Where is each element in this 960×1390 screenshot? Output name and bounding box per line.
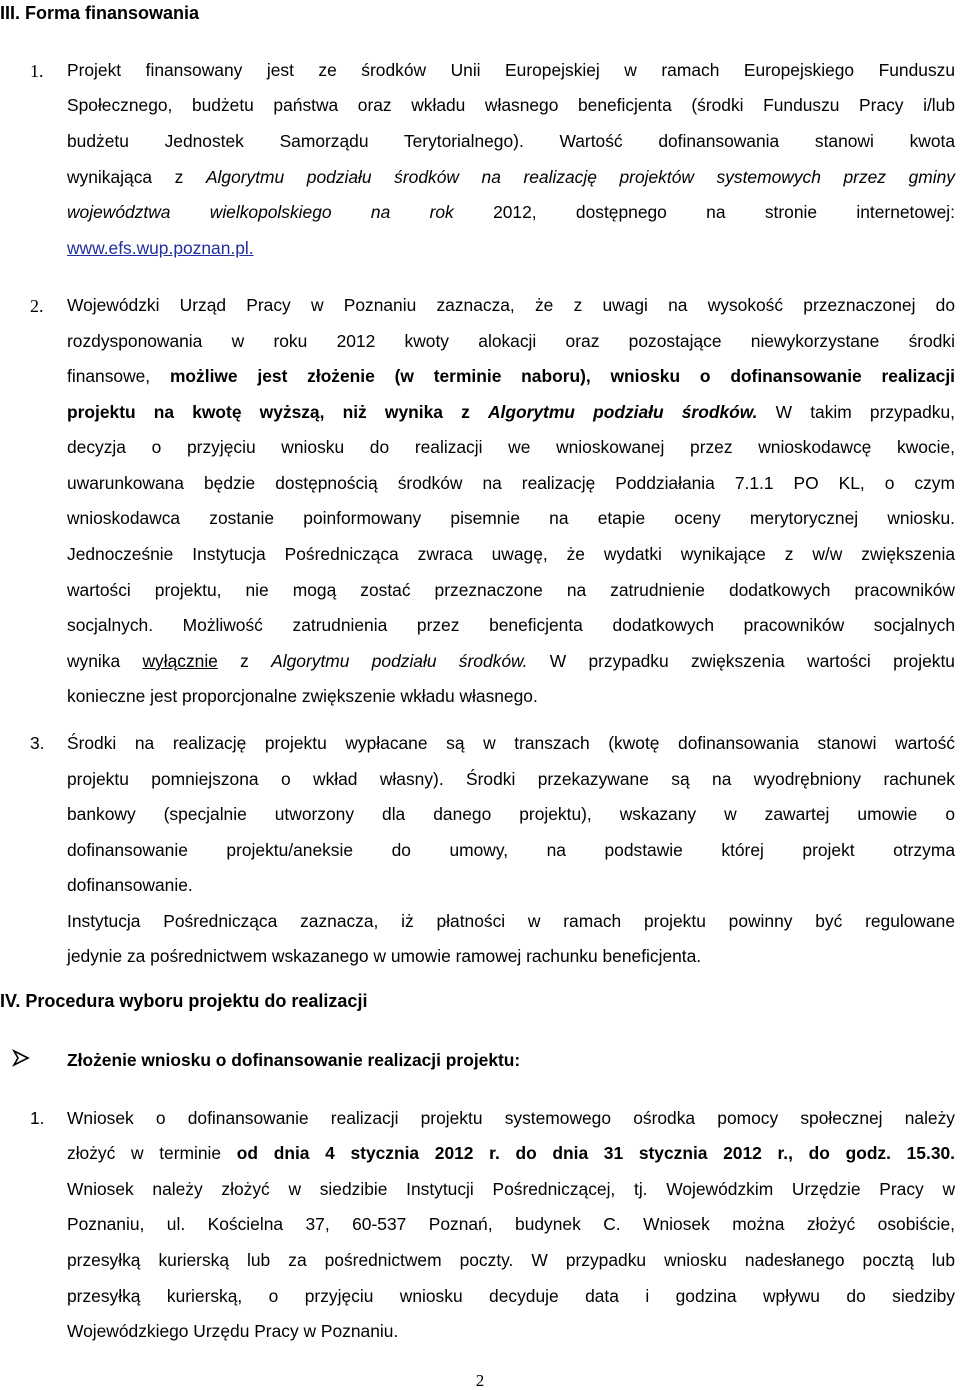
underlined-text: wyłącznie [142, 651, 218, 671]
paragraph-line: dofinansowanie projektu/aneksie do umowy, na podstawie której projekt otrzyma [67, 840, 955, 860]
paragraph-line: Poznaniu, ul. Kościelna 37, 60-537 Poznań, budynek C. Wniosek można złożyć osobiście, [67, 1214, 955, 1234]
text-segment: z [240, 651, 249, 671]
paragraph-line: Społecznego, budżetu państwa oraz wkładu własnego beneficjenta (środki Funduszu Pracy i/lub [67, 95, 955, 115]
paragraph-line [67, 365, 955, 387]
paragraph-line: socjalnych. Możliwość zatrudnienia przez beneficjenta dodatkowych pracowników socjalnych [67, 615, 955, 635]
text-segment: W takim przypadku, [775, 402, 955, 422]
text-segment: złożyć w terminie [67, 1143, 222, 1163]
paragraph-line: Instytucja Pośrednicząca zaznacza, iż płatności w ramach projektu powinny być regulowane [67, 911, 955, 931]
paragraph-line [67, 650, 955, 672]
subheading-zlozenie-wniosku: Złożenie wniosku o dofinansowanie realizacji projektu: [67, 1050, 521, 1070]
paragraph-line: konieczne jest proporcjonalne zwiększenie wkładu własnego. [67, 686, 538, 706]
list-number: 1. [30, 61, 44, 81]
paragraph-line: projektu pomniejszona o wkład własny). Środki przekazywane są na wyodrębniony rachunek [67, 769, 955, 789]
paragraph-line: Projekt finansowany jest ze środków Unii Europejskiej w ramach Europejskiego Funduszu [67, 60, 955, 80]
paragraph-line: wnioskodawca zostanie poinformowany pisemnie na etapie oceny merytorycznej wniosku. [67, 508, 955, 528]
paragraph-line [67, 166, 955, 188]
paragraph-line: bankowy (specjalnie utworzony dla danego projektu), wskazany w zawartej umowie o [67, 804, 955, 824]
arrowhead-bullet-icon [12, 1049, 30, 1067]
bold-text: projektu na kwotę wyższą, niż wynika z [67, 402, 470, 422]
section-heading-forma-finansowania: III. Forma finansowania [0, 3, 200, 23]
paragraph-line: Jednocześnie Instytucja Pośrednicząca zwraca uwagę, że wydatki wynikające z w/w zwiększenia [67, 544, 955, 564]
list-number: 1. [30, 1108, 45, 1128]
text-segment: wynikająca z [67, 167, 184, 187]
bold-text: możliwe jest złożenie (w terminie naboru), wniosku o dofinansowanie realizacji [169, 366, 955, 386]
paragraph-line: budżetu Jednostek Samorządu Terytorialnego). Wartość dofinansowania stanowi kwota [67, 131, 955, 151]
text-segment: W przypadku zwiększenia wartości projektu [549, 651, 955, 671]
paragraph-line [67, 237, 955, 259]
paragraph-line: uwarunkowana będzie dostępnością środków na realizację Poddziałania 7.1.1 PO KL, o czym [67, 473, 955, 493]
paragraph-line: przesyłką kurierską lub za pośrednictwem poczty. W przypadku wniosku nadesłanego pocztą lub [67, 1250, 955, 1270]
italic-algorithm-title: Algorytmu podziału środków. [271, 651, 528, 671]
text-segment: wynika [67, 651, 121, 671]
section-heading-procedura-wyboru: IV. Procedura wyboru projektu do realizacji [0, 991, 368, 1011]
italic-algorithm-title-continued: województwa wielkopolskiego na rok [67, 202, 454, 222]
paragraph-line: Środki na realizację projektu wypłacane są w transzach (kwotę dofinansowania stanowi wartość [67, 733, 955, 753]
text-segment: 2012, dostępnego na stronie internetowej: [493, 202, 955, 222]
list-number: 3. [30, 733, 45, 753]
website-link[interactable]: www.efs.wup.poznan.pl. [67, 238, 254, 258]
paragraph-line: decyzja o przyjęciu wniosku do realizacji we wnioskowanej przez wnioskodawcę kwocie, [67, 437, 955, 457]
paragraph-line [67, 401, 955, 423]
paragraph-line: dofinansowanie. [67, 875, 193, 895]
bold-italic-algorithm-title: Algorytmu podziału środków. [487, 402, 758, 422]
paragraph-line [67, 1142, 955, 1164]
text-segment: finansowe, [67, 366, 151, 386]
paragraph-line: przesyłką kurierską, o przyjęciu wniosku decyduje data i godzina wpływu do siedziby [67, 1286, 955, 1306]
page-number: 2 [475, 1371, 485, 1390]
paragraph-line: jedynie za pośrednictwem wskazanego w umowie ramowej rachunku beneficjenta. [67, 946, 702, 966]
bold-deadline-text: od dnia 4 stycznia 2012 r. do dnia 31 stycznia 2012 r., do godz. 15.30. [236, 1143, 955, 1163]
paragraph-line: Wojewódzki Urząd Pracy w Poznaniu zaznacza, że z uwagi na wysokość przeznaczonej do [67, 295, 955, 315]
paragraph-line: Wniosek o dofinansowanie realizacji projektu systemowego ośrodka pomocy społecznej należy [67, 1108, 955, 1128]
paragraph-line: Wojewódzkiego Urzędu Pracy w Poznaniu. [67, 1321, 399, 1341]
paragraph-line: wartości projektu, nie mogą zostać przeznaczone na zatrudnienie dodatkowych pracowników [67, 580, 955, 600]
italic-algorithm-title: Algorytmu podziału środków na realizację projektów systemowych przez gminy [205, 167, 955, 187]
list-number: 2. [30, 296, 44, 316]
paragraph-line: rozdysponowania w roku 2012 kwoty alokacji oraz pozostające niewykorzystane środki [67, 331, 955, 351]
paragraph-line: Wniosek należy złożyć w siedzibie Instytucji Pośredniczącej, tj. Wojewódzkim Urzędzie Pracy w [67, 1179, 955, 1199]
paragraph-line [67, 201, 955, 223]
